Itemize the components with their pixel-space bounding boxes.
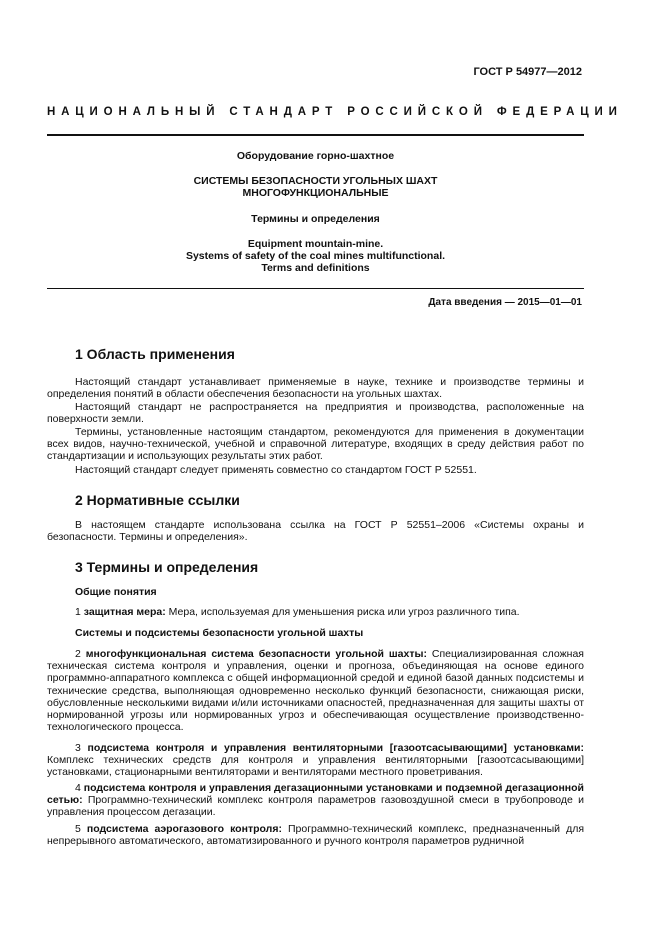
section-3-heading: 3 Термины и определения	[75, 559, 259, 575]
term-5-term: подсистема аэрогазового контроля:	[86, 823, 282, 835]
section-1-heading: 1 Область применения	[75, 346, 235, 362]
term-4-number: 4	[75, 782, 84, 794]
term-4	[47, 782, 584, 819]
top-rule	[47, 134, 584, 136]
doc-subtitle: Термины и определения	[251, 213, 380, 225]
term-4-term: подсистема контроля и управления дегазационными установками и подземной дегазационной сетью:	[47, 782, 584, 807]
term-4-definition: Программно-технический комплекс контроля параметров газовоздушной смеси в трубопроводе и управления процессом дегазации.	[47, 794, 584, 819]
gost-number: ГОСТ Р 54977—2012	[473, 66, 582, 78]
term-1-term: защитная мера:	[83, 606, 166, 618]
term-5	[47, 823, 584, 847]
term-1-definition: Мера, используемая для уменьшения риска или угроз различного типа.	[165, 606, 520, 618]
subsection-safety-systems: Системы и подсистемы безопасности угольной шахты	[75, 627, 364, 639]
section-1-paragraph-3: Термины, установленные настоящим стандартом, рекомендуются для применения в документации всех видов, научно-технической, учебной и справочной литературе, входящих в среду действия работ по стандартизации и использующих результаты этих работ.	[47, 426, 584, 463]
term-2-number: 2	[75, 648, 86, 660]
section-2-paragraph-1: В настоящем стандарте использована ссылка на ГОСТ Р 52551–2006 «Системы охраны и безопасности. Термины и определения».	[47, 519, 584, 544]
national-standard-banner: НАЦИОНАЛЬНЫЙ СТАНДАРТ РОССИЙСКОЙ ФЕДЕРАЦИИ	[47, 106, 623, 118]
section-1-paragraph-1: Настоящий стандарт устанавливает применяемые в науке, технике и производстве термины и определения понятий в области обеспечения безопасности на угольных шахтах.	[47, 376, 584, 401]
category-title: Оборудование горно-шахтное	[236, 150, 395, 162]
english-title-line2: Systems of safety of the coal mines multifunctional.	[185, 250, 446, 262]
section-2-heading: 2 Нормативные ссылки	[75, 492, 240, 508]
term-2-term: многофункциональная система безопасности угольной шахты:	[85, 648, 427, 660]
term-3	[47, 742, 584, 779]
doc-title-line1: СИСТЕМЫ БЕЗОПАСНОСТИ УГОЛЬНЫХ ШАХТ	[193, 175, 438, 187]
subsection-general-concepts: Общие понятия	[75, 586, 157, 598]
term-1-number: 1	[75, 606, 84, 618]
english-title-line1: Equipment mountain-mine.	[247, 238, 384, 250]
term-5-definition: Программно-технический комплекс, предназначенный для непрерывного автоматического, автоматизированного и ручного контроля параметров рудничной	[47, 823, 585, 848]
doc-title-line2: МНОГОФУНКЦИОНАЛЬНЫЕ	[242, 187, 389, 199]
term-3-term: подсистема контроля и управления вентиляторными [газоотсасывающими] установками:	[87, 742, 584, 754]
term-3-number: 3	[75, 742, 88, 754]
term-2-definition: Специализированная сложная техническая система контроля и управления, оценки и прогноза, объединяющая на основе единого программно-аппаратного комплекса с общей информационной средой и единой базой данных подсистемы и технические средства, выполняющая одновременно несколько функций безопасности, снижающая риски, обусловленные несколькими видами и/или источниками опасностей, предназначенная для защиты шахты от нормированной угрозы или нормированных угроз и обеспечивающая осуществление производственно-технологического процесса.	[47, 648, 584, 734]
section-1-paragraph-4: Настоящий стандарт следует применять совместно со стандартом ГОСТ Р 52551.	[75, 464, 477, 476]
term-3-definition: Комплекс технических средств для контроля и управления вентиляторными [газоотсасывающими] установками, стационарными вентиляторами и вентиляторами местного проветривания.	[47, 754, 584, 779]
term-2	[47, 648, 584, 733]
term-5-number: 5	[75, 823, 87, 835]
introduction-date: Дата введения — 2015—01—01	[428, 297, 582, 308]
middle-rule	[47, 288, 584, 289]
term-1	[47, 606, 584, 618]
section-1-paragraph-2: Настоящий стандарт не распространяется на предприятия и производства, расположенные на поверхности земли.	[47, 401, 584, 426]
english-title-line3: Terms and definitions	[261, 262, 370, 274]
